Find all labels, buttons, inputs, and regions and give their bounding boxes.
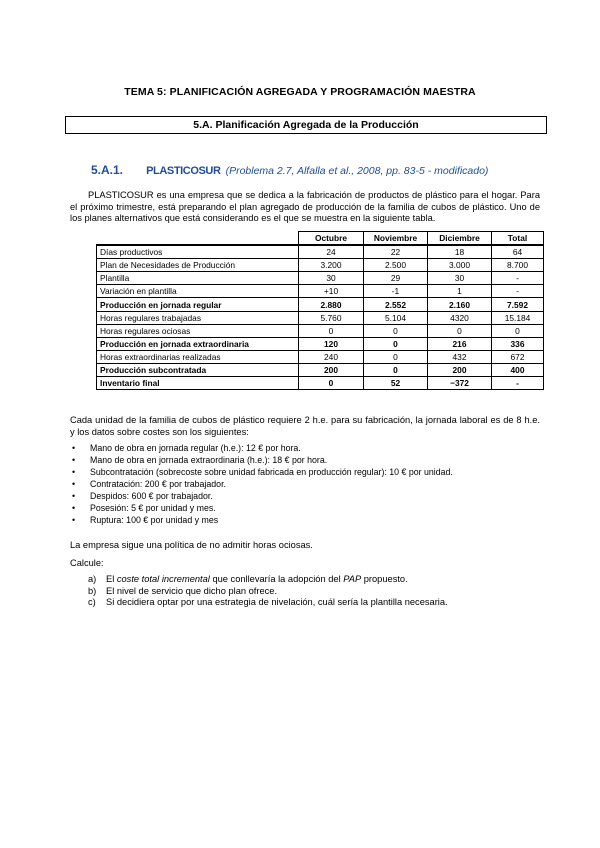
- policy-text: La empresa sigue una política de no admitir horas ociosas.: [70, 540, 313, 550]
- table-cell: 7.592: [492, 298, 544, 311]
- table-cell: 2.552: [364, 298, 428, 311]
- question-text-part: Si decidiera optar por una estrategia de nivelación, cuál sería la plantilla necesaria.: [106, 597, 448, 607]
- section-heading-box: 5.A. Planificación Agregada de la Producción: [65, 116, 547, 134]
- table-cell: 5.760: [299, 311, 364, 324]
- table-row: [97, 324, 544, 337]
- intro-paragraph: [70, 190, 540, 225]
- bullet-icon: •: [72, 503, 76, 513]
- row-label: Horas extraordinarias realizadas: [97, 350, 299, 363]
- table-cell: 8.700: [492, 259, 544, 272]
- costs-intro: Cada unidad de la familia de cubos de plástico requiere 2 h.e. para su fabricación, la jornada laboral es de 8 h.e. y los datos sobre costes son los siguientes:: [70, 415, 540, 437]
- table-cell: 52: [364, 377, 428, 390]
- question-marker: b): [88, 585, 97, 596]
- table-header-row: [97, 232, 544, 246]
- bullet-icon: •: [72, 515, 76, 525]
- table-cell: 64: [492, 245, 544, 259]
- cost-item-text: Subcontratación (sobrecoste sobre unidad fabricada en producción regular): 10 € por unidad.: [90, 467, 453, 477]
- question-item: [70, 597, 448, 609]
- table-cell: 3.200: [299, 259, 364, 272]
- production-plan-table: [96, 231, 544, 390]
- bullet-icon: •: [72, 479, 76, 489]
- table-cell: 22: [364, 245, 428, 259]
- table-cell: 2.160: [428, 298, 492, 311]
- table-cell: 0: [364, 337, 428, 350]
- cost-item-text: Contratación: 200 € por trabajador.: [90, 479, 226, 489]
- row-label: Plantilla: [97, 272, 299, 285]
- question-text-part: PAP: [343, 574, 362, 584]
- table-cell: 0: [492, 324, 544, 337]
- table-cell: 2.880: [299, 298, 364, 311]
- intro-text: PLASTICOSUR es una empresa que se dedica a la fabricación de productos de plástico para el hogar. Para el próximo trimestre, está preparando el plan agregado de producción de la familia de cubos de plástico. Uno de los planes alternativos que está considerando es el que se muestra en la siguiente tabla.: [70, 190, 540, 223]
- question-text-part: propuesto.: [361, 574, 408, 584]
- table-cell: 0: [299, 324, 364, 337]
- row-label: Producción en jornada regular: [97, 298, 299, 311]
- table-cell: -1: [364, 285, 428, 298]
- bullet-icon: •: [72, 455, 76, 465]
- question-item: [70, 574, 448, 586]
- document-title: TEMA 5: PLANIFICACIÓN AGREGADA Y PROGRAMACIÓN MAESTRA: [124, 86, 476, 98]
- table-cell: 1: [428, 285, 492, 298]
- table-row: [97, 337, 544, 350]
- table-cell: 0: [364, 363, 428, 376]
- header-cell: Diciembre: [428, 232, 492, 246]
- table-cell: 24: [299, 245, 364, 259]
- calcule-label: Calcule:: [70, 558, 104, 568]
- list-item: [70, 502, 453, 514]
- cost-item-text: Ruptura: 100 € por unidad y mes: [90, 515, 219, 525]
- row-label: Horas regulares ociosas: [97, 324, 299, 337]
- table-cell: -: [492, 285, 544, 298]
- question-text: [106, 574, 408, 584]
- problem-reference: (Problema 2.7, Alfalla et al., 2008, pp. 83-5 - modificado): [225, 165, 489, 177]
- cost-item-text: Mano de obra en jornada regular (h.e.): 12 € por hora.: [90, 443, 301, 453]
- question-text-part: El nivel de servicio que dicho plan ofrece.: [106, 585, 278, 596]
- table-cell: 4320: [428, 311, 492, 324]
- table-row: [97, 245, 544, 259]
- question-text-part: El: [106, 574, 117, 584]
- bullet-icon: •: [72, 443, 76, 453]
- table-cell: 0: [428, 324, 492, 337]
- table-row: [97, 363, 544, 376]
- list-item: [70, 454, 453, 466]
- table-cell: 200: [428, 363, 492, 376]
- list-item: [70, 514, 453, 526]
- table-cell: 216: [428, 337, 492, 350]
- table-cell: 18: [428, 245, 492, 259]
- table-cell: +10: [299, 285, 364, 298]
- list-item: [70, 466, 453, 478]
- table-cell: 336: [492, 337, 544, 350]
- list-item: [70, 478, 453, 490]
- question-text: [106, 586, 277, 596]
- table-row: [97, 377, 544, 390]
- list-item: [70, 490, 453, 502]
- header-cell: Noviembre: [364, 232, 428, 246]
- cost-item-text: Mano de obra en jornada extraordinaria (h.e.): 18 € por hora.: [90, 455, 328, 465]
- row-label: Inventario final: [97, 377, 299, 390]
- question-item: [70, 586, 448, 598]
- table-cell: 672: [492, 350, 544, 363]
- table-cell: 400: [492, 363, 544, 376]
- question-marker: c): [88, 597, 96, 607]
- table-cell: 3.000: [428, 259, 492, 272]
- header-cell: Total: [492, 232, 544, 246]
- table-cell: 0: [364, 324, 428, 337]
- table-row: [97, 311, 544, 324]
- table-corner: [97, 232, 299, 246]
- table-cell: 432: [428, 350, 492, 363]
- table-cell: 0: [364, 350, 428, 363]
- table-row: [97, 298, 544, 311]
- table-cell: 240: [299, 350, 364, 363]
- table-cell: 2.500: [364, 259, 428, 272]
- table-row: [97, 259, 544, 272]
- row-label: Variación en plantilla: [97, 285, 299, 298]
- question-list: [70, 574, 448, 609]
- table-cell: 29: [364, 272, 428, 285]
- table-row: [97, 350, 544, 363]
- table-cell: 30: [428, 272, 492, 285]
- list-item: [70, 442, 453, 454]
- table-cell: 120: [299, 337, 364, 350]
- problem-number: 5.A.1.: [91, 163, 124, 177]
- question-marker: a): [88, 574, 97, 584]
- bullet-icon: •: [72, 491, 76, 501]
- cost-item-text: Despidos: 600 € por trabajador.: [90, 491, 213, 501]
- row-label: Plan de Necesidades de Producción: [97, 259, 299, 272]
- table-cell: 15.184: [492, 311, 544, 324]
- row-label: Producción subcontratada: [97, 363, 299, 376]
- question-text-part: coste total incremental: [116, 574, 210, 584]
- problem-heading: [91, 163, 488, 177]
- row-label: Horas regulares trabajadas: [97, 311, 299, 324]
- table-cell: 5.104: [364, 311, 428, 324]
- table-cell: 200: [299, 363, 364, 376]
- cost-list: [70, 442, 453, 526]
- row-label: Días productivos: [97, 245, 299, 259]
- table-cell: -: [492, 272, 544, 285]
- problem-name: PLASTICOSUR: [146, 165, 221, 177]
- table-cell: −372: [428, 377, 492, 390]
- header-cell: Octubre: [299, 232, 364, 246]
- table-row: [97, 272, 544, 285]
- table-row: [97, 285, 544, 298]
- table-cell: -: [492, 377, 544, 390]
- bullet-icon: •: [72, 467, 76, 477]
- table-cell: 30: [299, 272, 364, 285]
- question-text-part: que conllevaría la adopción del: [209, 574, 344, 584]
- question-text: [106, 597, 448, 607]
- table-cell: 0: [299, 377, 364, 390]
- cost-item-text: Posesión: 5 € por unidad y mes.: [90, 503, 216, 513]
- row-label: Producción en jornada extraordinaria: [97, 337, 299, 350]
